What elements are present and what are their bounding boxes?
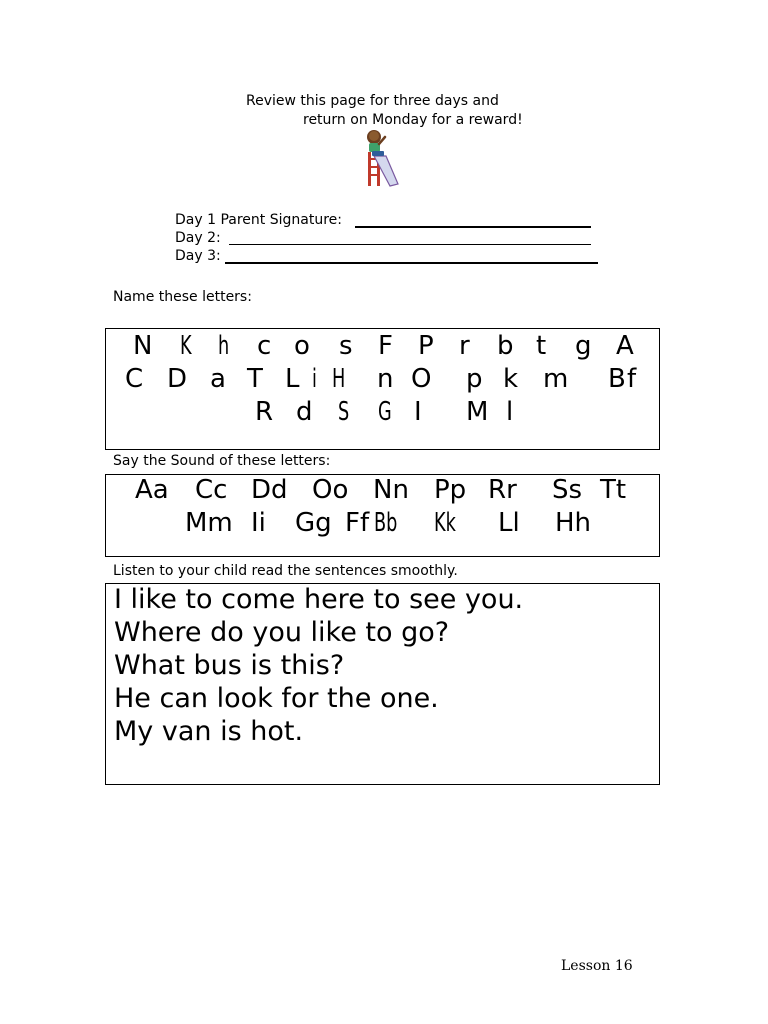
letter: O xyxy=(411,364,432,394)
letter: a xyxy=(210,364,226,394)
letter: B xyxy=(608,364,626,394)
letter: D xyxy=(167,364,188,394)
letter-pair: Pp xyxy=(434,475,467,505)
letter: H xyxy=(332,364,346,394)
letter: i xyxy=(312,364,317,394)
sound-row-2 xyxy=(106,507,659,540)
letter-pair: Ll xyxy=(498,508,520,538)
letter: K xyxy=(180,331,192,361)
letter-row-2 xyxy=(106,363,659,396)
letter-pair: Oo xyxy=(312,475,349,505)
letter-pair: Hh xyxy=(555,508,592,538)
letter: t xyxy=(536,331,547,361)
letter-pair: Ss xyxy=(552,475,583,505)
letter: A xyxy=(616,331,634,361)
letter: h xyxy=(218,331,230,361)
letter: b xyxy=(497,331,514,361)
letter: r xyxy=(459,331,470,361)
letter: L xyxy=(285,364,300,394)
letter: I xyxy=(414,397,422,427)
read-sentences-label: Listen to your child read the sentences smoothly. xyxy=(113,563,458,579)
letter-row-1 xyxy=(106,330,659,363)
letter-pair: Bb xyxy=(374,508,398,538)
child-on-slide-icon xyxy=(360,128,404,190)
letter-pair: Mm xyxy=(185,508,233,538)
letter: P xyxy=(418,331,434,361)
day1-signature-label: Day 1 Parent Signature: xyxy=(175,212,342,228)
letter: p xyxy=(466,364,483,394)
day2-signature-line[interactable] xyxy=(229,244,591,245)
name-letters-box xyxy=(105,328,660,450)
day3-signature-line[interactable] xyxy=(225,262,598,264)
instruction-line-1: Review this page for three days and xyxy=(246,93,499,109)
sentence-2: Where do you like to go? xyxy=(114,617,450,648)
letter-sounds-box xyxy=(105,474,660,557)
letter-pair: Ii xyxy=(251,508,266,538)
letter-pair: Dd xyxy=(251,475,288,505)
lesson-number: Lesson 16 xyxy=(561,958,633,974)
day1-signature-line[interactable] xyxy=(355,226,591,228)
sentence-1: I like to come here to see you. xyxy=(114,584,524,615)
letter: g xyxy=(575,331,592,361)
letter-pair: Ff xyxy=(345,508,370,538)
letter-pair: Tt xyxy=(600,475,627,505)
letter: S xyxy=(338,397,350,427)
letter: M xyxy=(466,397,489,427)
letter: N xyxy=(133,331,153,361)
letter: G xyxy=(378,397,392,427)
sentence-5: My van is hot. xyxy=(114,716,304,747)
day2-signature-label: Day 2: xyxy=(175,230,221,246)
letter: R xyxy=(255,397,274,427)
letter-pair: Gg xyxy=(295,508,332,538)
letter: s xyxy=(339,331,353,361)
letter: k xyxy=(503,364,519,394)
letter: d xyxy=(296,397,313,427)
letter: f xyxy=(627,364,637,394)
letter-pair: Nn xyxy=(373,475,409,505)
sentences-box xyxy=(105,583,660,785)
letter: m xyxy=(543,364,569,394)
sentence-4: He can look for the one. xyxy=(114,683,439,714)
letter: C xyxy=(125,364,144,394)
letter: l xyxy=(506,397,514,427)
letter-row-3 xyxy=(106,396,659,429)
letter: F xyxy=(378,331,393,361)
letter-pair: Kk xyxy=(434,508,456,538)
name-letters-label: Name these letters: xyxy=(113,289,252,305)
sentence-3: What bus is this? xyxy=(114,650,345,681)
sound-row-1 xyxy=(106,474,659,507)
letter: T xyxy=(247,364,263,394)
day3-signature-label: Day 3: xyxy=(175,248,221,264)
letter-pair: Cc xyxy=(195,475,228,505)
letter: o xyxy=(294,331,310,361)
letter-pair: Aa xyxy=(135,475,169,505)
letter: c xyxy=(257,331,272,361)
instruction-line-2: return on Monday for a reward! xyxy=(303,112,523,128)
letter-pair: Rr xyxy=(488,475,517,505)
say-sound-label: Say the Sound of these letters: xyxy=(113,453,331,469)
letter: n xyxy=(377,364,394,394)
